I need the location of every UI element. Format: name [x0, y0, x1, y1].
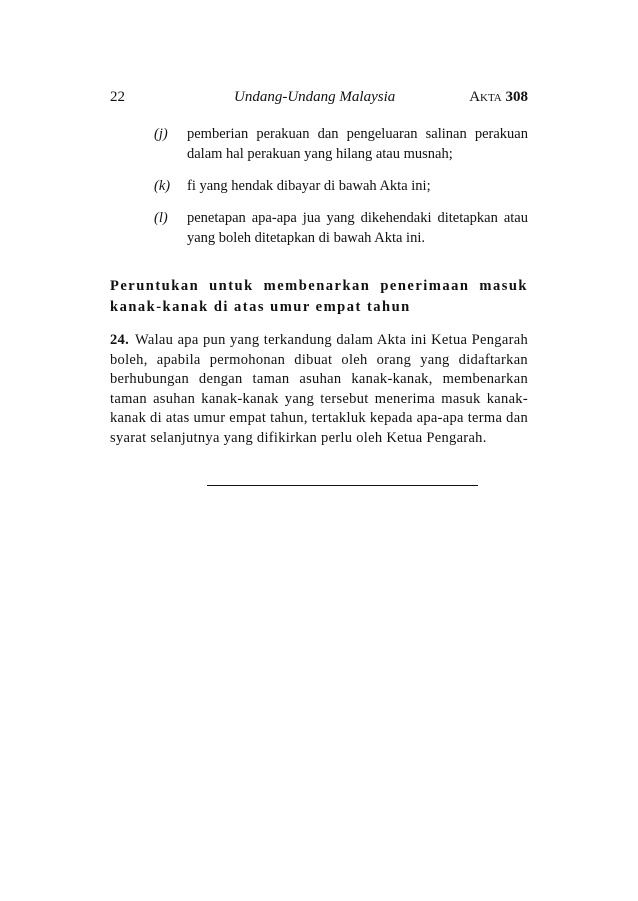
item-text: pemberian perakuan dan pengeluaran salinan perakuan dalam hal perakuan yang hilang atau musnah; [187, 126, 528, 162]
item-marker: (l) [154, 210, 168, 226]
item-marker: (j) [154, 126, 168, 142]
item-marker: (k) [154, 178, 171, 194]
list-item [110, 176, 528, 196]
item-text: penetapan apa-apa jua yang dikehendaki ditetapkan atau yang boleh ditetapkan di bawah Akta ini. [187, 210, 528, 246]
act-number: 308 [505, 89, 528, 105]
page-number: 22 [110, 89, 125, 105]
act-label: Akta [469, 89, 502, 105]
end-divider [207, 485, 478, 486]
running-title: Undang-Undang Malaysia [234, 89, 396, 105]
list-item [110, 124, 528, 164]
section-paragraph [110, 331, 528, 448]
section-heading: Peruntukan untuk membenarkan penerimaan masuk kanak-kanak di atas umur empat tahun [110, 278, 528, 315]
running-header [110, 89, 528, 111]
paragraph-list [110, 124, 528, 260]
section-text: Walau apa pun yang terkandung dalam Akta ini Ketua Pengarah boleh, apabila permohonan dibuat oleh orang yang didaftarkan berhubungan dengan taman asuhan kanak-kanak, membenarkan taman asuhan kanak-kanak yang tersebut menerima masuk kanak-kanak di atas umur empat tahun, tertakluk kepada apa-apa terma dan syarat selanjutnya yang difikirkan perlu oleh Ketua Pengarah. [110, 332, 528, 446]
list-item [110, 208, 528, 248]
item-text: fi yang hendak dibayar di bawah Akta ini; [187, 178, 431, 194]
section-number: 24. [110, 332, 130, 348]
act-reference [469, 89, 528, 106]
